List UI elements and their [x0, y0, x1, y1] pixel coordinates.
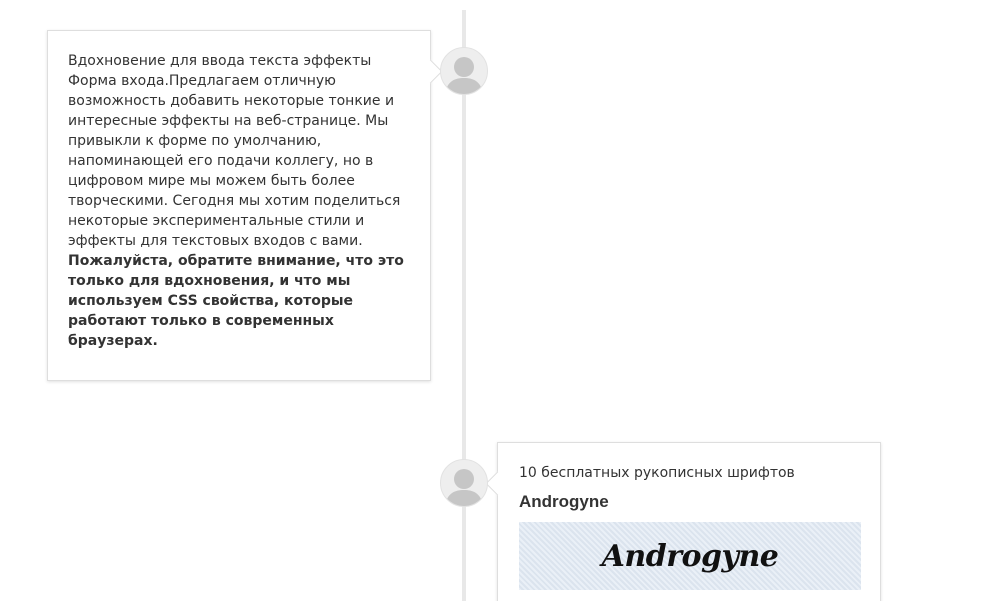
- font-name-heading: Androgyne: [519, 492, 609, 511]
- user-avatar-icon: [440, 459, 488, 507]
- font-sample-image: [519, 522, 861, 590]
- timeline-post-card: [497, 442, 881, 601]
- timeline-post-card: [47, 30, 431, 381]
- font-sample-text: Androgyne: [601, 538, 779, 574]
- post-body-text: Форма входа.Предлагаем отличную возможность добавить некоторые тонкие и интересные эффекты на веб-странице. Мы привыкли к форме по умолчанию, напоминающей его подачи коллегу, но в цифровом мире мы можем быть более творческими. Сегодня мы хотим поделиться некоторые экспериментальные стили и эффекты для текстовых входов с вами.: [68, 73, 401, 249]
- post-body-note: Пожалуйста, обратите внимание, что это только для вдохновения, и что мы используем CSS свойства, которые работают только в современных браузерах.: [68, 253, 404, 349]
- post-title[interactable]: 10 бесплатных рукописных шрифтов: [519, 465, 795, 481]
- post-title[interactable]: Вдохновение для ввода текста эффекты: [68, 53, 372, 69]
- post-body: [68, 71, 410, 351]
- user-avatar-icon: [440, 47, 488, 95]
- timeline-line: [462, 10, 466, 601]
